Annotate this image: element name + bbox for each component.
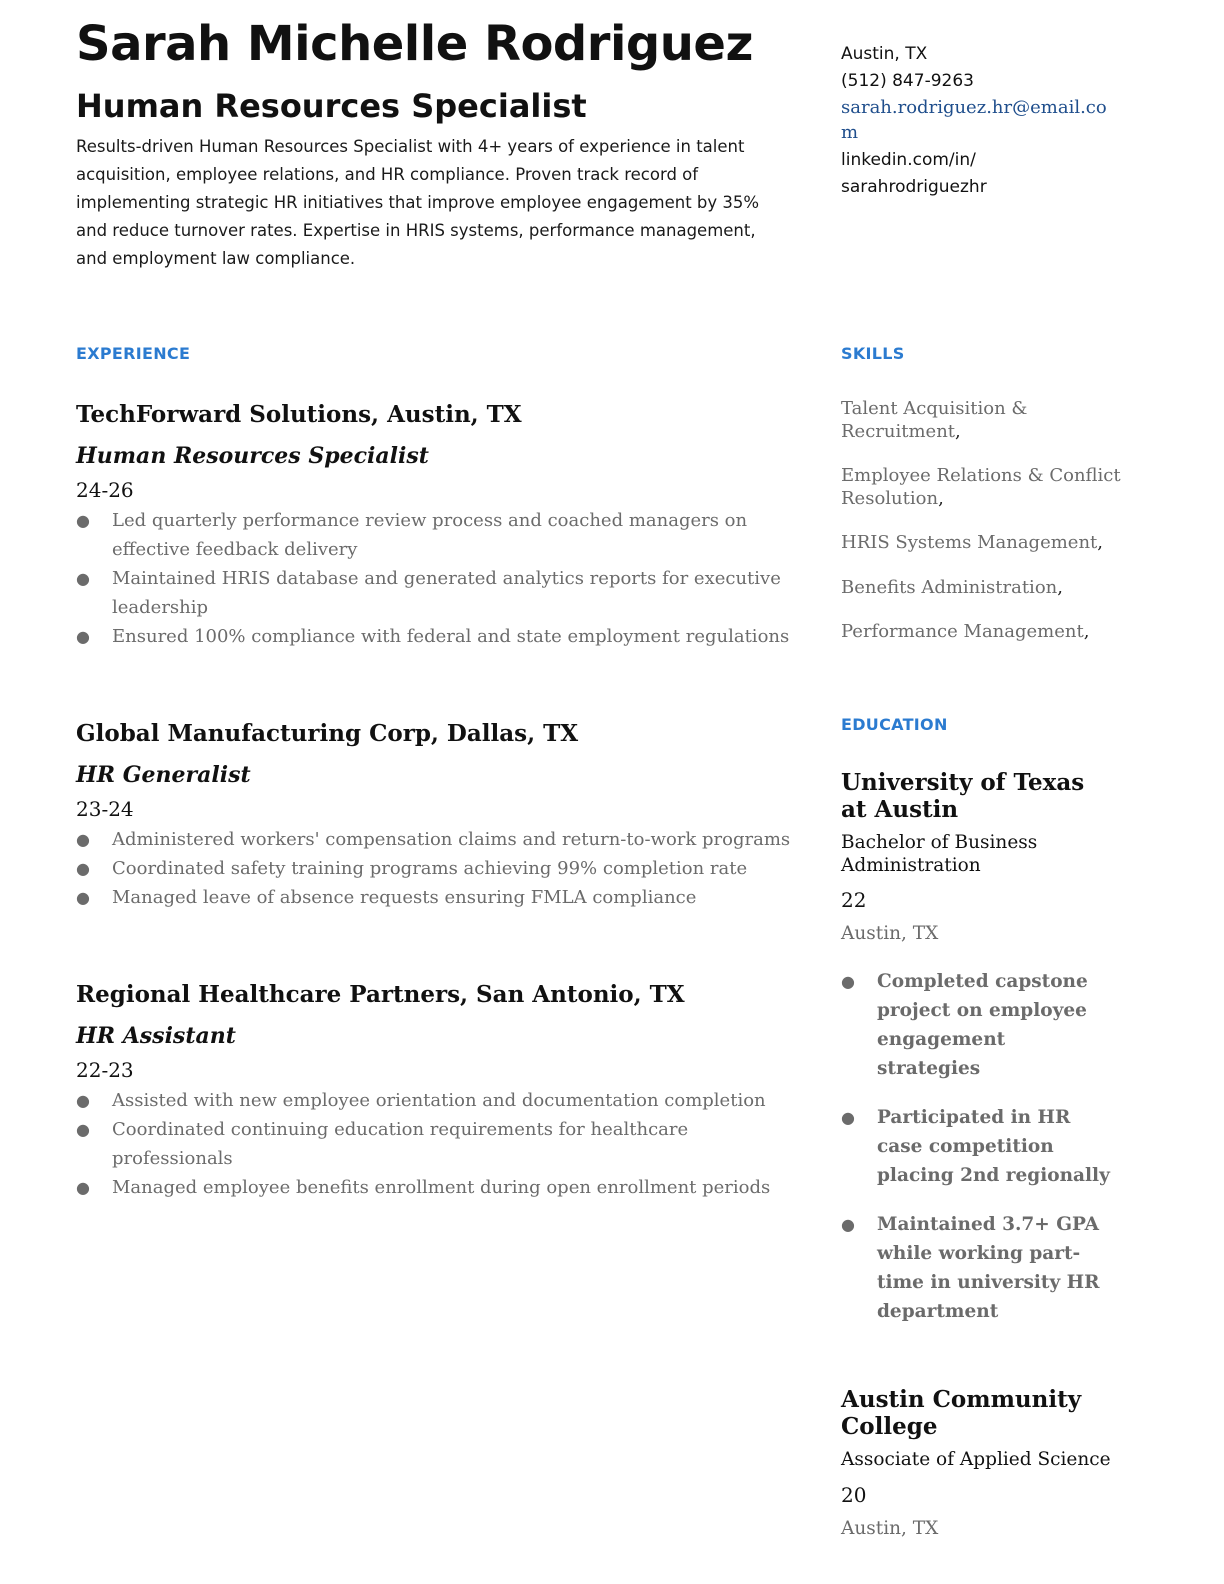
job-bullet-text: Led quarterly performance review process and coached managers on effective feedback delivery	[112, 510, 748, 560]
education-bullets	[841, 967, 1111, 1326]
job-bullet	[76, 1173, 796, 1202]
education-location: Austin, TX	[841, 1517, 939, 1539]
bullet-icon: ●	[76, 830, 90, 849]
bullet-icon: ●	[76, 859, 90, 878]
education-bullet	[841, 967, 1111, 1083]
education-bullet-text: Participated in HR case competition placing 2nd regionally	[877, 1107, 1110, 1186]
bullet-icon: ●	[76, 1178, 90, 1197]
job-bullet-text: Coordinated continuing education requirements for healthcare professionals	[112, 1119, 689, 1169]
experience-entry	[76, 980, 796, 1202]
bullet-icon: ●	[76, 1091, 90, 1110]
skill-text: Employee Relations & Conflict Resolution	[841, 465, 1121, 509]
education-degree: Bachelor of Business Administration	[841, 832, 1038, 876]
job-dates: 22-23	[76, 1058, 134, 1082]
job-bullet-text: Managed employee benefits enrollment during open enrollment periods	[112, 1177, 771, 1198]
skill-separator: ,	[1083, 621, 1090, 642]
skill-item	[841, 621, 1141, 644]
job-dates: 24-26	[76, 478, 134, 502]
education-year: 22	[841, 888, 867, 912]
job-bullet	[76, 883, 796, 912]
skill-item	[841, 465, 1141, 510]
experience-entry	[76, 400, 796, 651]
education-degree: Associate of Applied Science	[841, 1449, 1111, 1470]
skills-heading: SKILLS	[841, 344, 905, 363]
skill-text: Performance Management	[841, 621, 1084, 642]
skill-item	[841, 577, 1141, 600]
education-bullet-text: Completed capstone project on employee engagement strategies	[877, 971, 1088, 1079]
contact-location: Austin, TX	[841, 44, 928, 64]
education-year: 20	[841, 1482, 867, 1507]
skills-list	[841, 398, 1141, 666]
education-heading: EDUCATION	[841, 715, 948, 734]
job-bullet-text: Administered workers' compensation claims and return-to-work programs	[112, 829, 791, 850]
experience-entry	[76, 719, 796, 912]
bullet-icon: ●	[76, 888, 90, 907]
job-bullet-text: Maintained HRIS database and generated analytics reports for executive leadership	[112, 568, 781, 618]
contact-phone: (512) 847-9263	[841, 71, 974, 91]
job-bullet-text: Assisted with new employee orientation and documentation completion	[112, 1090, 766, 1111]
education-bullet	[841, 1103, 1111, 1190]
education-entry	[841, 1386, 1111, 1541]
skill-text: HRIS Systems Management	[841, 532, 1098, 553]
skill-item	[841, 398, 1141, 443]
education-school: University of Texas at Austin	[841, 769, 1085, 823]
skill-text: Benefits Administration	[841, 576, 1058, 598]
job-headline: Human Resources Specialist	[76, 87, 587, 125]
contact-info	[841, 41, 1111, 201]
bullet-icon: ●	[76, 1120, 90, 1139]
job-bullet	[76, 854, 796, 883]
education-school: Austin Community College	[841, 1386, 1082, 1440]
contact-email-link[interactable]: sarah.rodriguez.hr@email.com	[841, 97, 1107, 143]
bullet-icon: ●	[841, 972, 855, 991]
job-company: Global Manufacturing Corp, Dallas, TX	[76, 720, 579, 747]
education-location: Austin, TX	[841, 923, 939, 944]
job-bullet	[76, 1086, 796, 1115]
bullet-icon: ●	[841, 1215, 855, 1234]
bullet-icon: ●	[76, 511, 90, 530]
job-bullet	[76, 564, 796, 622]
job-bullets	[76, 506, 796, 651]
education-bullet	[841, 1210, 1111, 1326]
contact-linkedin-line-2: sarahrodriguezhr	[841, 177, 987, 197]
skill-separator: ,	[938, 487, 944, 509]
professional-summary: Results-driven Human Resources Specialist with 4+ years of experience in talent acquisition, employee relations, and HR compliance. Proven track record of implementing strategic HR initiatives that improve employee engagement by 35% and reduce turnover rates. Expertise in HRIS systems, performance management, and employment law compliance.	[76, 137, 760, 268]
education-entry	[841, 769, 1111, 1346]
skill-separator: ,	[1097, 532, 1104, 553]
bullet-icon: ●	[76, 627, 90, 646]
job-title: HR Assistant	[76, 1023, 236, 1049]
job-bullet	[76, 506, 796, 564]
job-bullet-text: Managed leave of absence requests ensuring FMLA compliance	[112, 887, 697, 908]
job-company: TechForward Solutions, Austin, TX	[76, 401, 522, 428]
bullet-icon: ●	[841, 1108, 855, 1127]
skill-item	[841, 532, 1141, 555]
candidate-name: Sarah Michelle Rodriguez	[76, 16, 753, 72]
job-bullets	[76, 825, 796, 912]
job-bullets	[76, 1086, 796, 1202]
job-title: HR Generalist	[76, 762, 251, 788]
experience-heading: EXPERIENCE	[76, 344, 191, 363]
job-bullet-text: Coordinated safety training programs achieving 99% completion rate	[112, 858, 748, 879]
job-bullet-text: Ensured 100% compliance with federal and state employment regulations	[112, 626, 790, 647]
job-bullet	[76, 825, 796, 854]
education-bullet-text: Maintained 3.7+ GPA while working part-time in university HR department	[877, 1214, 1100, 1322]
job-bullet	[76, 1115, 796, 1173]
job-dates: 23-24	[76, 797, 134, 821]
skill-text: Talent Acquisition & Recruitment	[841, 398, 1028, 442]
skill-separator: ,	[955, 420, 961, 442]
contact-linkedin-line-1: linkedin.com/in/	[841, 150, 976, 170]
skill-separator: ,	[1057, 576, 1063, 598]
job-bullet	[76, 622, 796, 651]
job-title: Human Resources Specialist	[76, 443, 429, 469]
job-company: Regional Healthcare Partners, San Antonio, TX	[76, 981, 685, 1008]
bullet-icon: ●	[76, 569, 90, 588]
